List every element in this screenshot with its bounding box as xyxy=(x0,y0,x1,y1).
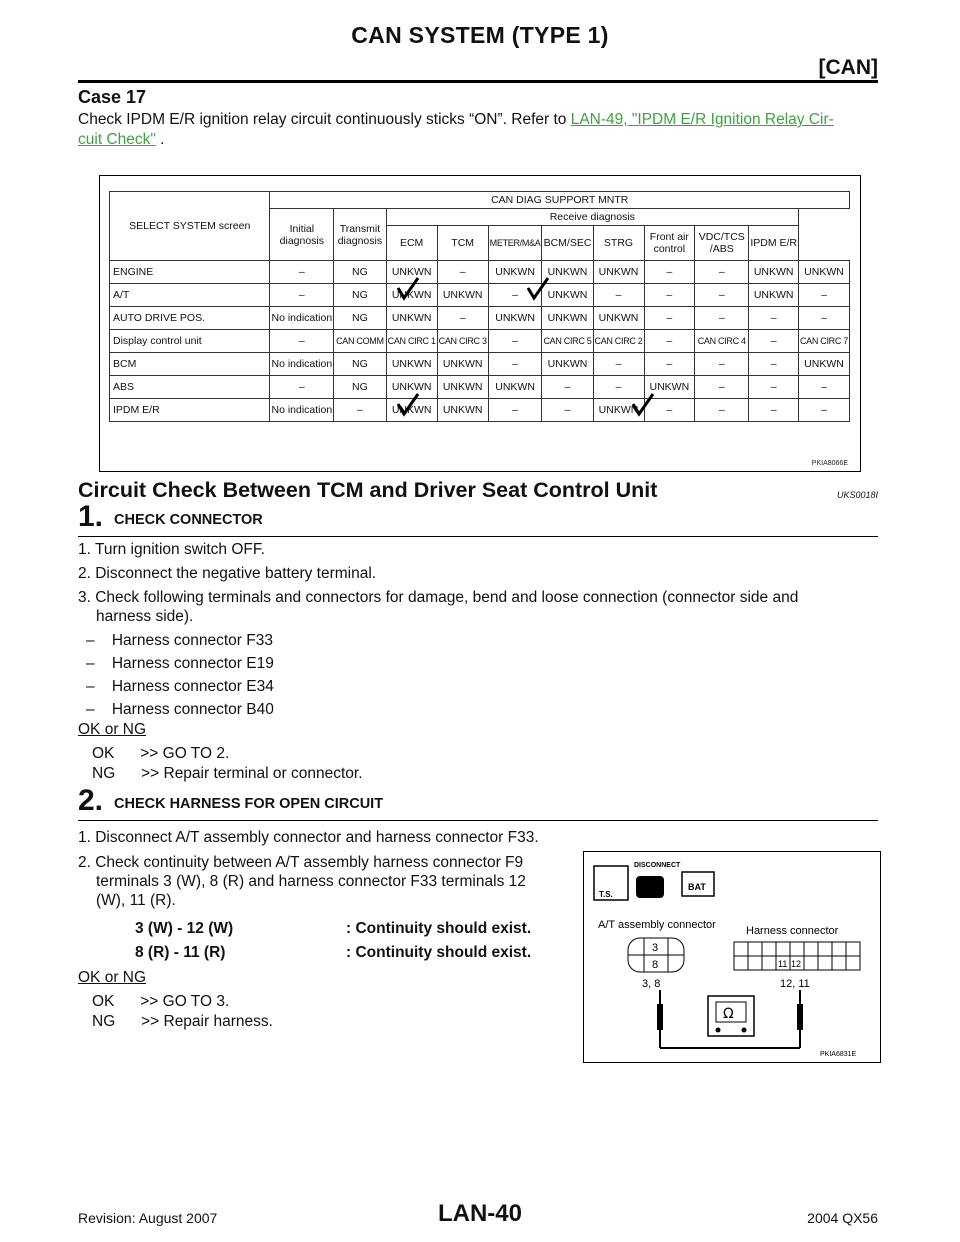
probe-icon xyxy=(657,1004,663,1030)
spec-pins: 3 (W) - 12 (W) xyxy=(135,920,234,937)
page-title: CAN SYSTEM (TYPE 1) xyxy=(351,22,609,48)
pin-label: 12 xyxy=(791,959,802,969)
table-row: AUTO DRIVE POS. No indication NG UNKWN – UNKWN UNKWN UNKWN – – – – xyxy=(110,307,850,330)
disconnect-label: DISCONNECT xyxy=(634,862,681,869)
footer-page: LAN-40 xyxy=(437,1200,522,1227)
col-ipdm: IPDM E/R xyxy=(749,226,799,261)
case-heading: Case 17 xyxy=(78,87,147,107)
pin-label: 8 xyxy=(652,959,659,971)
table-row: Display control unit – CAN COMM CAN CIRC 1 CAN CIRC 3 – CAN CIRC 5 CAN CIRC 2 – CAN CIRC 4 – CAN CIRC 7 xyxy=(110,330,850,353)
step-number: 1. xyxy=(78,500,104,533)
select-system-header: SELECT SYSTEM screen xyxy=(110,192,270,261)
table-row: IPDM E/R No indication – UNKWN UNKWN – – UNKWN – – – – xyxy=(110,399,850,422)
footer-revision: Revision: August 2007 xyxy=(78,1210,218,1226)
col-meter: METER/M&A xyxy=(488,226,542,261)
transmit-diag-header: Transmit diagnosis xyxy=(334,209,386,261)
list-item: – Harness connector E34 xyxy=(86,678,274,695)
spec-pins: 8 (R) - 11 (R) xyxy=(135,944,226,961)
checkmark-icon xyxy=(398,394,418,414)
col-bcm: BCM/SEC xyxy=(542,226,593,261)
can-diag-header: CAN DIAG SUPPORT MNTR xyxy=(270,192,850,209)
pins-right-label: 12, 11 xyxy=(780,978,810,990)
connector-diagram xyxy=(584,852,880,1062)
case-text: Check IPDM E/R ignition relay circuit continuously sticks “ON”. Refer to LAN-49, "IPDM E/R Ignition Relay Cir- cuit Check" . xyxy=(78,111,834,148)
checkmark-icon xyxy=(528,278,548,298)
step-line: (W), 11 (R). xyxy=(96,892,176,909)
ng-result: NG >> Repair terminal or connector. xyxy=(92,765,363,782)
at-connector-label: A/T assembly connector xyxy=(598,919,716,931)
header-rule xyxy=(78,80,878,83)
initial-diag-header: Initial diagnosis xyxy=(270,209,334,261)
list-item: – Harness connector B40 xyxy=(86,701,274,718)
ref-link[interactable]: LAN-49, "IPDM E/R Ignition Relay Cir- xyxy=(570,111,834,128)
connector-figure xyxy=(583,851,881,1063)
ts-label: T.S. xyxy=(599,890,613,899)
ng-result: NG >> Repair harness. xyxy=(92,1013,273,1030)
ok-or-ng: OK or NG xyxy=(78,969,147,986)
figure-code: PKIA6831E xyxy=(820,1051,857,1058)
table-row: ABS – NG UNKWN UNKWN UNKWN – – UNKWN – – – xyxy=(110,376,850,399)
checkmark-icon xyxy=(633,394,653,414)
spec-value: : Continuity should exist. xyxy=(346,920,532,937)
ok-result: OK >> GO TO 3. xyxy=(92,993,230,1010)
can-diag-figure xyxy=(99,175,861,472)
ok-or-ng: OK or NG xyxy=(78,721,147,738)
col-tcm: TCM xyxy=(437,226,488,261)
spec-value: : Continuity should exist. xyxy=(346,944,532,961)
ref-link-cont[interactable]: cuit Check" xyxy=(78,131,156,148)
col-strg: STRG xyxy=(593,226,644,261)
checkmark-icon xyxy=(398,278,418,298)
pin-label: 11 xyxy=(778,959,788,969)
step-line: 2. Check continuity between A/T assembly harness connector F9 xyxy=(78,854,524,871)
step-line: 3. Check following terminals and connectors for damage, bend and loose connection (connector side and xyxy=(78,589,799,606)
bat-label: BAT xyxy=(688,882,706,892)
col-front-air: Front air control xyxy=(644,226,695,261)
step-number: 2. xyxy=(78,784,104,817)
step-line: harness side). xyxy=(96,608,194,625)
section-tag: [CAN] xyxy=(818,56,878,79)
step-2-header xyxy=(78,784,878,821)
section-heading: Circuit Check Between TCM and Driver Seat Control Unit xyxy=(78,478,658,502)
figure-code: PKIA8066E xyxy=(811,460,848,467)
col-ecm: ECM xyxy=(386,226,437,261)
step-line: 2. Disconnect the negative battery terminal. xyxy=(78,565,377,582)
checkmarks-overlay xyxy=(100,176,860,471)
step-1-header xyxy=(78,500,878,537)
probe-icon xyxy=(797,1004,803,1030)
table-row: BCM No indication NG UNKWN UNKWN – UNKWN – – – – UNKWN xyxy=(110,353,850,376)
pin-label: 3 xyxy=(652,942,659,954)
harness-connector-label: Harness connector xyxy=(746,925,839,937)
footer-model: 2004 QX56 xyxy=(807,1210,878,1226)
receive-diag-header: Receive diagnosis xyxy=(386,209,798,226)
disconnect-icon xyxy=(636,876,664,898)
col-vdc: VDC/TCS /ABS xyxy=(695,226,749,261)
table-row: A/T – NG UNKWN UNKWN – UNKWN – – – UNKWN – xyxy=(110,284,850,307)
step-line: 1. Turn ignition switch OFF. xyxy=(78,541,265,558)
table-row: ENGINE – NG UNKWN – UNKWN UNKWN UNKWN – – UNKWN UNKWN xyxy=(110,261,850,284)
step-line: terminals 3 (W), 8 (R) and harness connector F33 terminals 12 xyxy=(96,873,526,890)
section-code: UKS0018I xyxy=(836,490,878,500)
list-item: – Harness connector F33 xyxy=(86,632,273,649)
step-line: 1. Disconnect A/T assembly connector and harness connector F33. xyxy=(78,829,539,846)
pins-left-label: 3, 8 xyxy=(642,978,661,990)
step-title: CHECK HARNESS FOR OPEN CIRCUIT xyxy=(114,796,384,812)
step-title: CHECK CONNECTOR xyxy=(114,512,263,528)
list-item: – Harness connector E19 xyxy=(86,655,274,672)
ohm-symbol: Ω xyxy=(723,1006,734,1022)
ok-result: OK >> GO TO 2. xyxy=(92,745,230,762)
